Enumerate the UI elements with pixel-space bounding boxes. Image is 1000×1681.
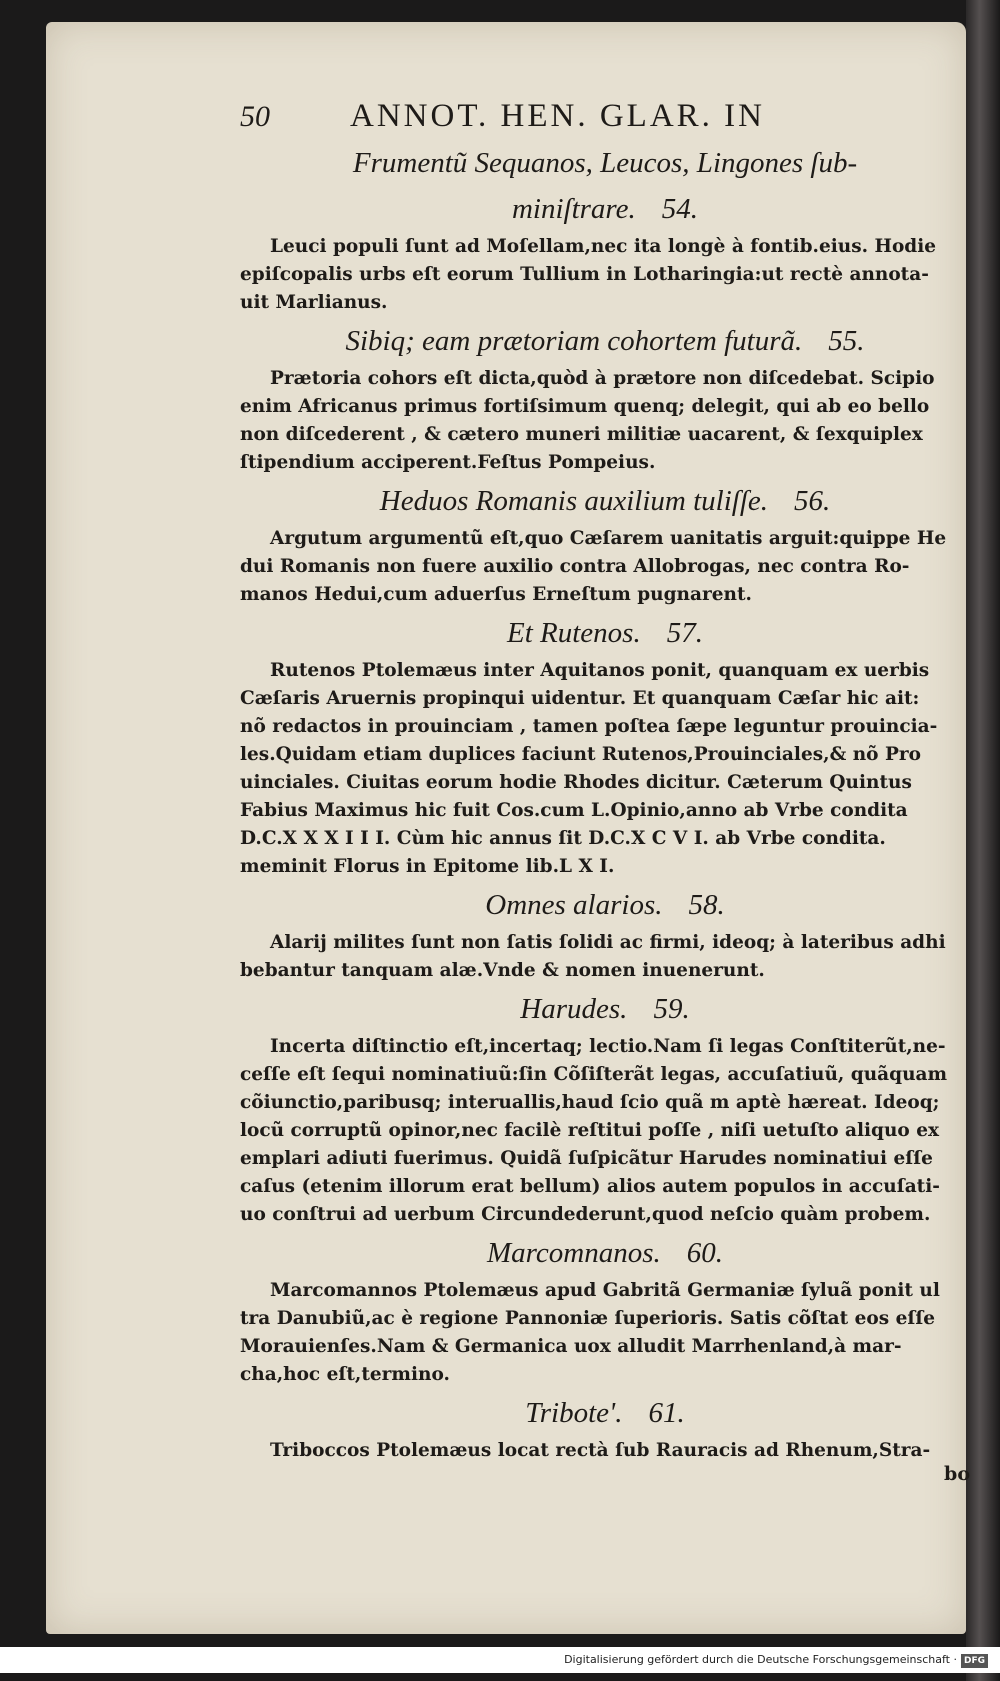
text-line: Morauienſes.Nam & Germanica uox alludit Marrhenland,à mar-	[240, 1336, 902, 1357]
text-line: nõ redactos in prouinciam , tamen poſtea ſæpe leguntur prouincia-	[240, 716, 938, 737]
note-number: 57.	[666, 617, 703, 649]
lemma-text: Tribote'.	[525, 1397, 623, 1429]
commentary-paragraph	[240, 365, 970, 477]
commentary-sections	[240, 141, 970, 1465]
lemma	[240, 319, 970, 363]
text-line: Triboccos Ptolemæus locat rectà ſub Rauracis ad Rhenum,Stra-	[270, 1440, 931, 1461]
text-line: locũ corruptũ opinor,nec facilè reſtitui poſſe , niſi uetuſto aliquo ex	[240, 1120, 939, 1141]
commentary-paragraph	[240, 1277, 970, 1389]
lemma-text: Heduos Romanis auxilium tuliſſe.	[379, 485, 768, 517]
note-number: 54.	[661, 193, 699, 225]
text-line: emplari adiuti fuerimus. Quidã ſuſpicãtur Harudes nominatiui eſſe	[240, 1148, 933, 1169]
text-line: tra Danubiũ,ac è regione Pannoniæ ſuperioris. Satis cõſtat eos eſſe	[240, 1308, 936, 1329]
commentary-paragraph	[240, 525, 970, 609]
text-line: epiſcopalis urbs eſt eorum Tullium in Lotharingia:ut rectè annota-	[240, 264, 929, 285]
lemma	[240, 479, 970, 523]
lemma	[240, 1231, 970, 1275]
lemma	[240, 1391, 970, 1435]
note-number: 59.	[653, 993, 690, 1025]
note-number: 58.	[688, 889, 725, 921]
lemma	[240, 611, 970, 655]
text-line: ceſſe eſt ſequi nominatiuũ:ſin Cõſiſterãt legas, accuſatiuũ, quãquam	[240, 1064, 948, 1085]
lemma	[240, 987, 970, 1031]
lemma	[240, 187, 970, 231]
catchword: bo	[944, 1463, 970, 1485]
text-line: ſtipendium acciperent.Feſtus Pompeius.	[240, 452, 656, 473]
lemma-text: Marcomnanos.	[487, 1237, 661, 1269]
text-line: uit Marlianus.	[240, 292, 388, 313]
text-line: Rutenos Ptolemæus inter Aquitanos ponit, quanquam ex uerbis	[270, 660, 930, 681]
commentary-paragraph	[240, 233, 970, 317]
page-text	[240, 98, 970, 1485]
text-line: Fabius Maximus hic fuit Cos.cum L.Opinio,anno ab Vrbe condita	[240, 800, 908, 821]
text-line: non diſcederent , & cætero muneri militiæ uacarent, & ſexquiplex	[240, 424, 923, 445]
text-line: bebantur tanquam alæ.Vnde & nomen inuenerunt.	[240, 960, 765, 981]
commentary-paragraph	[240, 657, 970, 881]
text-line: uo conſtrui ad uerbum Circundederunt,quod neſcio quàm probem.	[240, 1204, 931, 1225]
commentary-paragraph	[240, 1033, 970, 1229]
footer-text: Digitalisierung gefördert durch die Deutsche Forschungsgemeinschaft ·	[564, 1653, 957, 1666]
text-line: Leuci populi ſunt ad Moſellam,nec ita longè à fontib.eius. Hodie	[270, 236, 937, 257]
note-number: 56.	[794, 485, 831, 517]
text-line: Cæſaris Aruernis propinqui uidentur. Et quanquam Cæſar hic ait:	[240, 688, 920, 709]
text-line: Prætoria cohors eſt dicta,quòd à prætore non diſcedebat. Scipio	[270, 368, 935, 389]
text-line: Marcomannos Ptolemæus apud Gabritã Germaniæ ſyluã ponit ul	[270, 1280, 940, 1301]
page-number: 50	[240, 100, 270, 133]
digitization-footer	[0, 1647, 1000, 1673]
running-header	[240, 98, 970, 135]
running-title: ANNOT. HEN. GLAR. IN	[350, 98, 766, 134]
text-line: Argutum argumentũ eſt,quo Cæſarem uanitatis arguit:quippe He	[270, 528, 947, 549]
note-number: 60.	[686, 1237, 723, 1269]
lemma	[240, 883, 970, 927]
text-line: caſus (etenim illorum erat bellum) alios autem populos in accuſati-	[240, 1176, 940, 1197]
text-line: cõiunctio,paribusq; interuallis,haud ſcio quã m aptè hæreat. Ideoq;	[240, 1092, 940, 1113]
text-line: manos Hedui,cum aduerſus Erneſtum pugnarent.	[240, 584, 752, 605]
commentary-paragraph	[240, 1437, 970, 1465]
lemma-text: Harudes.	[520, 993, 628, 1025]
lemma-text: Et Rutenos.	[507, 617, 641, 649]
book-spine	[966, 0, 1000, 1681]
text-line: enim Africanus primus fortiſsimum quenq; delegit, qui ab eo bello	[240, 396, 930, 417]
text-line: D.C.X X X I I I. Cùm hic annus ſit D.C.X C V I. ab Vrbe condita.	[240, 828, 886, 849]
text-line: les.Quidam etiam duplices faciunt Rutenos,Prouinciales,& nõ Pro	[240, 744, 921, 765]
text-line: meminit Florus in Epitome lib.L X I.	[240, 856, 615, 877]
lemma-text: Sibiq; eam prætoriam cohortem futurã.	[345, 325, 803, 357]
note-number: 61.	[648, 1397, 685, 1429]
text-line: Incerta diſtinctio eſt,incertaq; lectio.Nam ſi legas Conſtiterũt,ne-	[270, 1036, 946, 1057]
text-line: uinciales. Ciuitas eorum hodie Rhodes dicitur. Cæterum Quintus	[240, 772, 912, 793]
text-line: Alarij milites ſunt non ſatis ſolidi ac firmi, ideoq; à lateribus adhi	[270, 932, 946, 953]
dfg-logo: DFG	[961, 1654, 988, 1668]
lemma-text: Omnes alarios.	[485, 889, 663, 921]
text-line: dui Romanis non fuere auxilio contra Allobrogas, nec contra Ro-	[240, 556, 910, 577]
commentary-paragraph	[240, 929, 970, 985]
lemma-line: Frumentũ Sequanos, Leucos, Lingones ſub-	[352, 147, 858, 179]
note-number: 55.	[828, 325, 865, 357]
text-line: cha,hoc eſt,termino.	[240, 1364, 450, 1385]
lemma-text: miniſtrare.	[511, 193, 636, 225]
